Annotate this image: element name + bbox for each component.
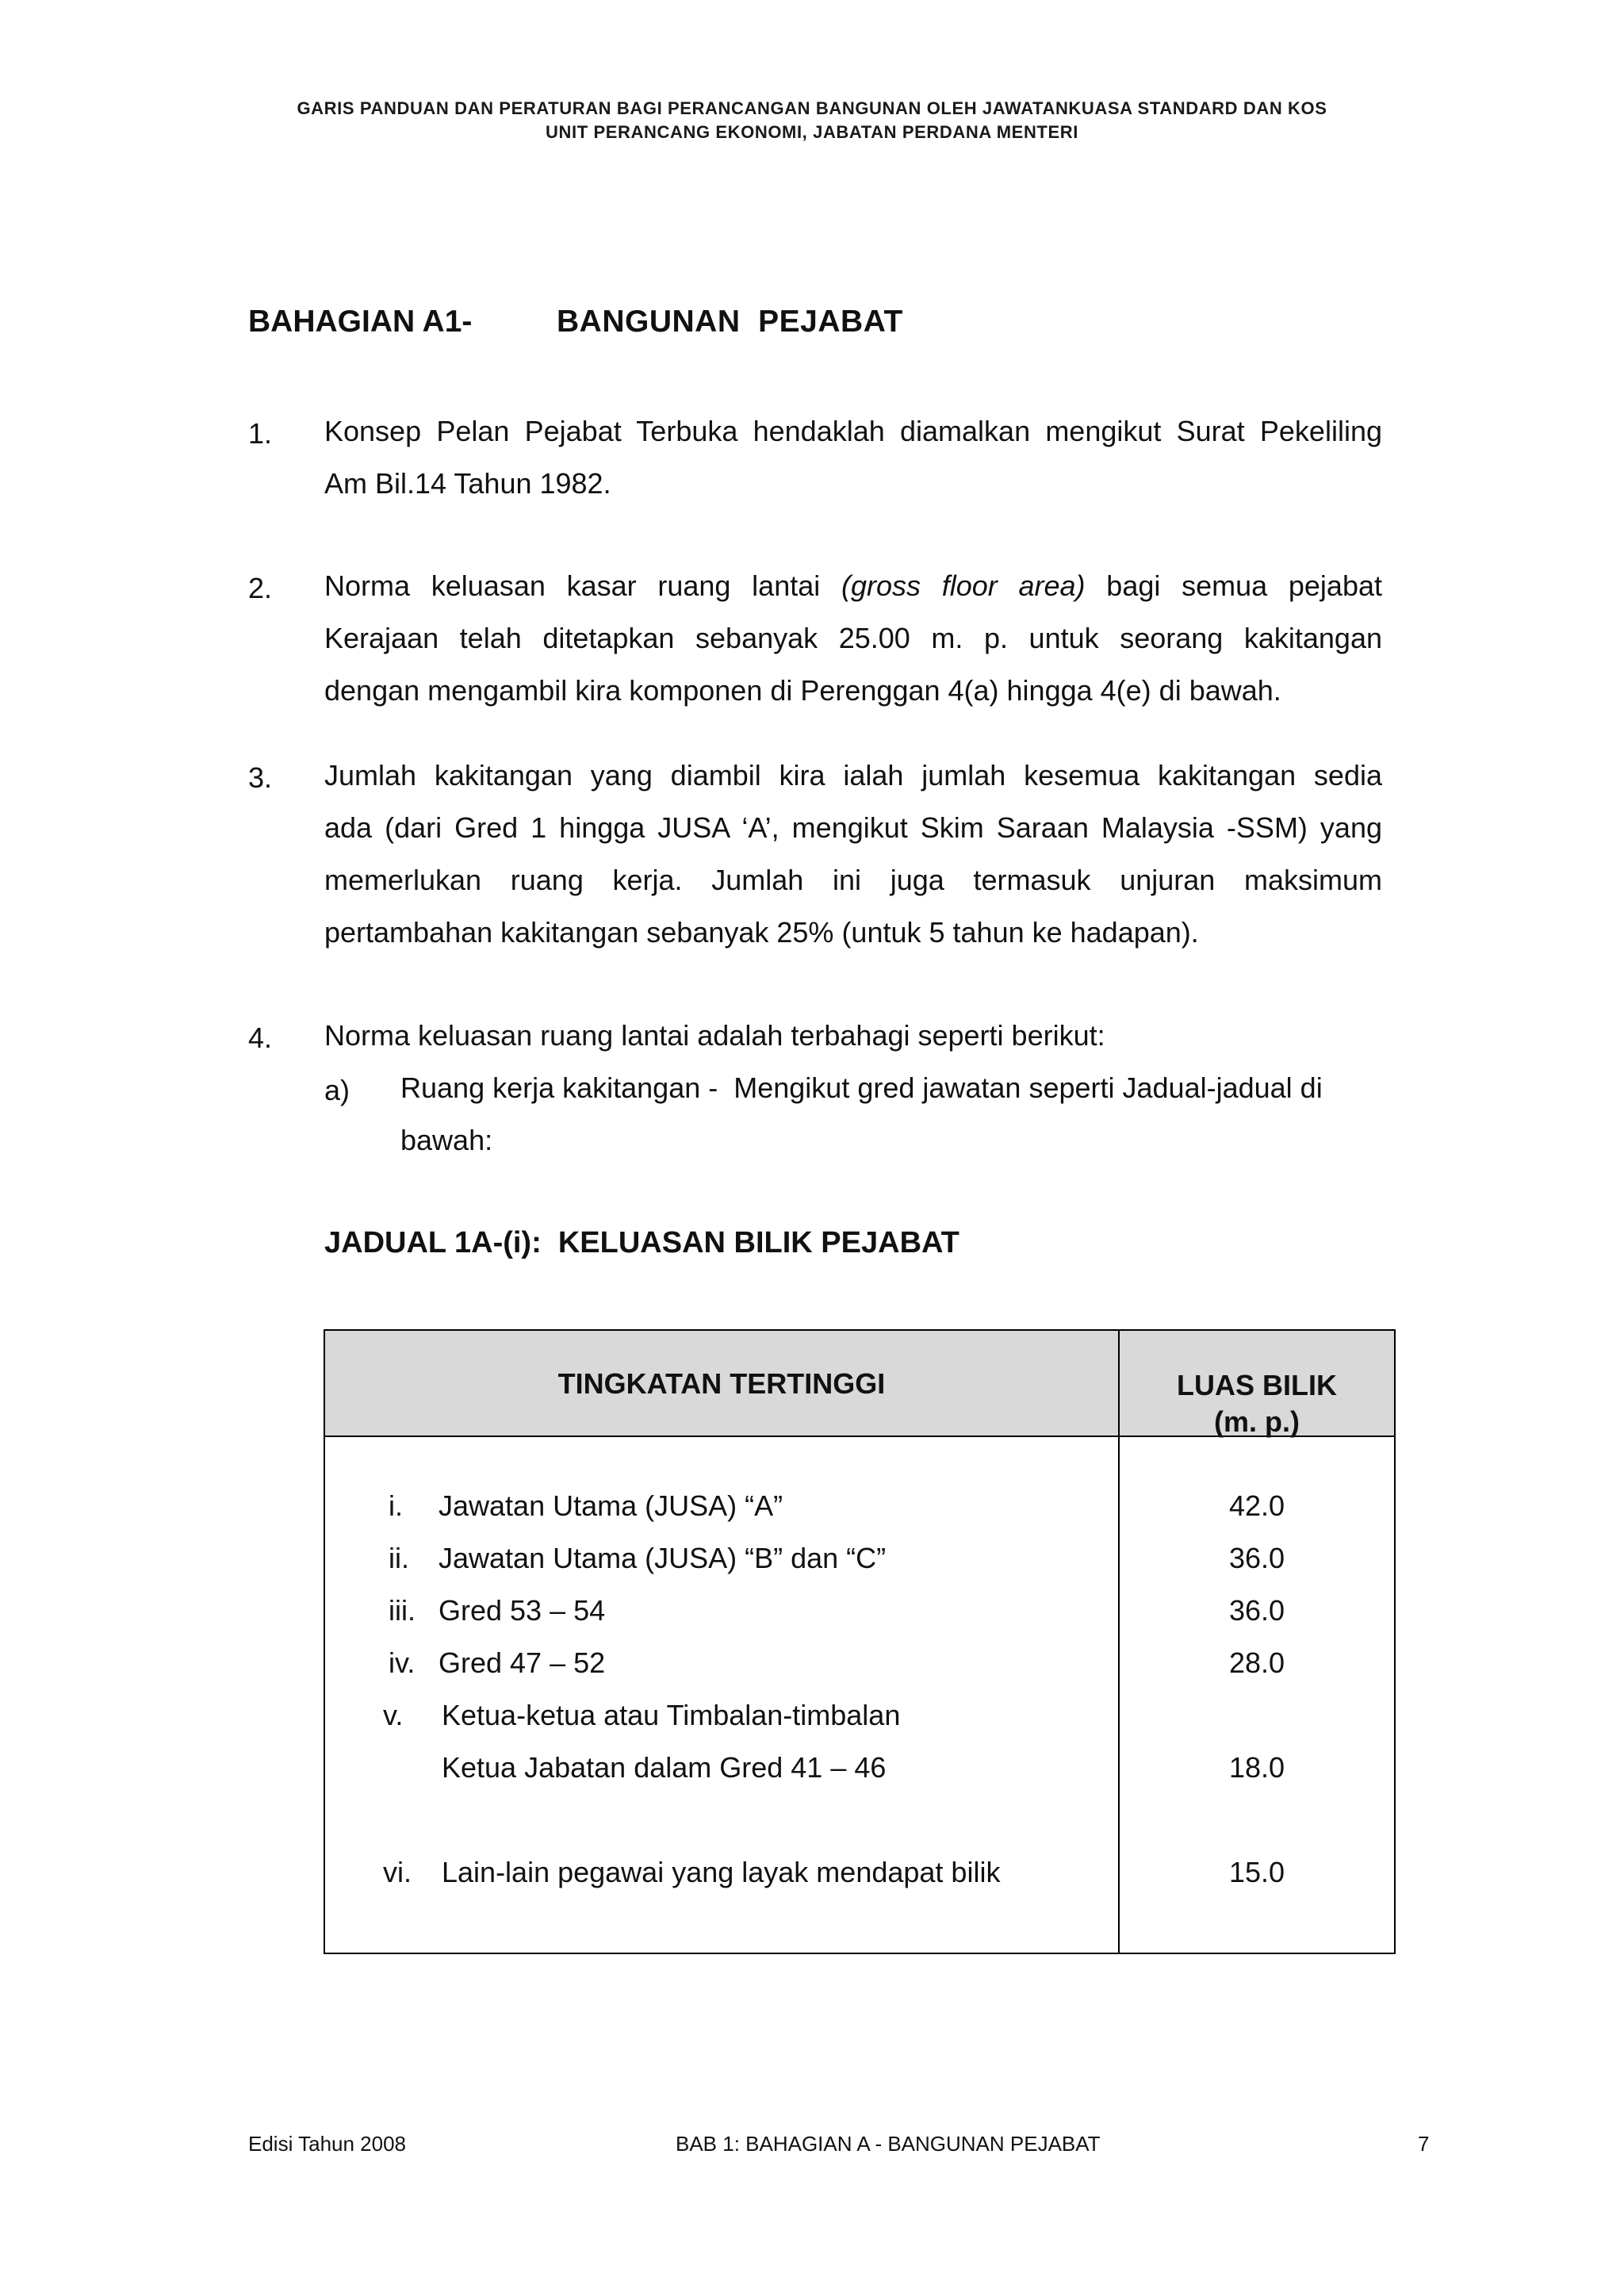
paragraph-2 bbox=[324, 560, 1382, 717]
table-row-1-value: 42.0 bbox=[1228, 1489, 1285, 1522]
paragraph-2-line-2: Kerajaan telah ditetapkan sebanyak 25.00 m. p. untuk seorang kakitangan bbox=[324, 622, 1382, 654]
table-row-5-value: 18.0 bbox=[1228, 1751, 1285, 1784]
table-row-3-number: iii. bbox=[389, 1594, 416, 1627]
paragraph-4a-line-2: bawah: bbox=[400, 1124, 493, 1156]
office-room-area-table bbox=[324, 1329, 1396, 1954]
table-row-1-number: i. bbox=[389, 1489, 403, 1522]
running-header-line1: GARIS PANDUAN DAN PERATURAN BAGI PERANCANGAN BANGUNAN OLEH JAWATANKUASA STANDARD DAN KOS bbox=[297, 98, 1327, 118]
paragraph-1 bbox=[324, 405, 1382, 510]
paragraph-3-line-2: ada (dari Gred 1 hingga JUSA ‘A’, mengikut Skim Saraan Malaysia -SSM) yang bbox=[324, 811, 1382, 844]
paragraph-2-line-1 bbox=[324, 560, 1382, 612]
table-row-2-text: Jawatan Utama (JUSA) “B” dan “C” bbox=[439, 1542, 887, 1574]
table-row-3-text: Gred 53 – 54 bbox=[439, 1594, 606, 1627]
paragraph-3 bbox=[324, 749, 1382, 959]
paragraph-3-number: 3. bbox=[248, 761, 273, 794]
column-header-luas-bilik bbox=[1120, 1367, 1394, 1440]
table-row-6-number: vi. bbox=[383, 1856, 412, 1888]
paragraph-4-line-1: Norma keluasan ruang lantai adalah terbahagi seperti berikut: bbox=[324, 1019, 1105, 1052]
paragraph-4-number: 4. bbox=[248, 1022, 273, 1054]
table-row-2-value: 36.0 bbox=[1228, 1542, 1285, 1574]
table-row-5-text-line2: Ketua Jabatan dalam Gred 41 – 46 bbox=[442, 1751, 887, 1784]
column-header-luas-bilik-line1: LUAS BILIK bbox=[1177, 1369, 1337, 1401]
paragraph-1-number: 1. bbox=[248, 417, 273, 450]
running-header-line2: UNIT PERANCANG EKONOMI, JABATAN PERDANA MENTERI bbox=[546, 122, 1078, 142]
footer-edition: Edisi Tahun 2008 bbox=[248, 2132, 407, 2156]
column-header-tingkatan: TINGKATAN TERTINGGI bbox=[557, 1367, 886, 1400]
paragraph-2-line-3: dengan mengambil kira komponen di Perenggan 4(a) hingga 4(e) di bawah. bbox=[324, 674, 1281, 707]
table-row-4-number: iv. bbox=[389, 1646, 416, 1679]
paragraph-2-number: 2. bbox=[248, 572, 273, 604]
paragraph-4a bbox=[400, 1062, 1384, 1167]
section-label: BAHAGIAN A1- bbox=[248, 305, 473, 339]
table-row-6-text: Lain-lain pegawai yang layak mendapat bilik bbox=[442, 1856, 1001, 1888]
footer-page-number: 7 bbox=[1418, 2132, 1430, 2156]
table-row-4-value: 28.0 bbox=[1228, 1646, 1285, 1679]
footer-chapter: BAB 1: BAHAGIAN A - BANGUNAN PEJABAT bbox=[676, 2132, 1101, 2156]
table-row-3-value: 36.0 bbox=[1228, 1594, 1285, 1627]
table-title: JADUAL 1A-(i): KELUASAN BILIK PEJABAT bbox=[324, 1226, 959, 1259]
column-header-luas-bilik-unit: (m. p.) bbox=[1214, 1405, 1300, 1438]
paragraph-2-italic-term: (gross floor area) bbox=[841, 569, 1086, 602]
table-row-5-text: Ketua-ketua atau Timbalan-timbalan bbox=[442, 1699, 901, 1731]
paragraph-4 bbox=[324, 1010, 1382, 1062]
paragraph-3-line-3: memerlukan ruang kerja. Jumlah ini juga termasuk unjuran maksimum bbox=[324, 864, 1382, 896]
section-title: BANGUNAN PEJABAT bbox=[557, 305, 903, 339]
paragraph-3-line-1: Jumlah kakitangan yang diambil kira ialah jumlah kesemua kakitangan sedia bbox=[324, 759, 1382, 792]
paragraph-1-line-2: Am Bil.14 Tahun 1982. bbox=[324, 467, 611, 500]
table-row-5-number: v. bbox=[383, 1699, 404, 1731]
table-row-1-text: Jawatan Utama (JUSA) “A” bbox=[439, 1489, 783, 1522]
paragraph-2-text-b: bagi semua pejabat bbox=[1085, 569, 1382, 602]
paragraph-2-text-a: Norma keluasan kasar ruang lantai bbox=[324, 569, 841, 602]
paragraph-3-line-4: pertambahan kakitangan sebanyak 25% (untuk 5 tahun ke hadapan). bbox=[324, 916, 1199, 949]
paragraph-4a-label: a) bbox=[324, 1074, 350, 1106]
table-row-6-value: 15.0 bbox=[1228, 1856, 1285, 1888]
table-row-2-number: ii. bbox=[389, 1542, 409, 1574]
paragraph-4a-line-1: Ruang kerja kakitangan - Mengikut gred jawatan seperti Jadual-jadual di bbox=[400, 1071, 1323, 1104]
paragraph-1-line-1: Konsep Pelan Pejabat Terbuka hendaklah diamalkan mengikut Surat Pekeliling bbox=[324, 415, 1382, 447]
table-row-4-text: Gred 47 – 52 bbox=[439, 1646, 606, 1679]
